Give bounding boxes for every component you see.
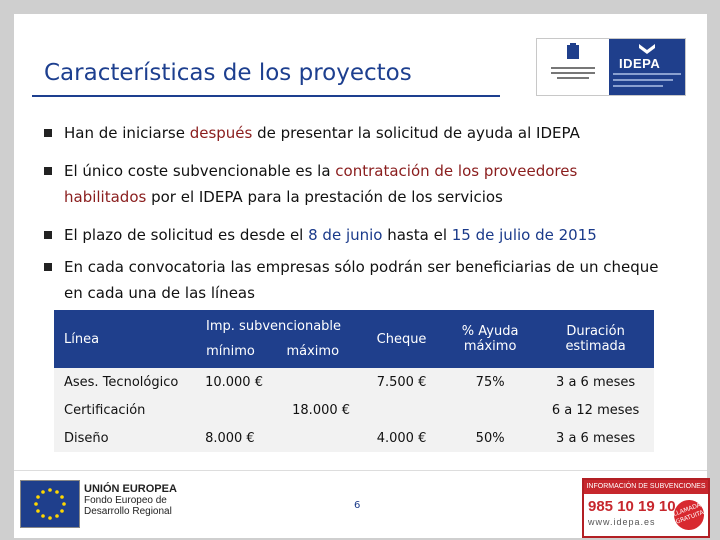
bullet-highlight: después: [189, 124, 253, 142]
idepa-wordmark: IDEPA: [619, 56, 661, 71]
cell-linea: Certificación: [54, 396, 187, 424]
cell-max: 18.000 €: [187, 396, 360, 424]
eu-line1: UNIÓN EUROPEA: [84, 483, 177, 495]
cell-ayuda: [443, 396, 537, 424]
slide-title: Características de los proyectos: [44, 60, 412, 86]
header-ayuda: % Ayuda máximo: [443, 310, 537, 368]
cell-cheque: 7.500 €: [360, 368, 443, 396]
bullet-marker-icon: [44, 167, 52, 175]
bullet-text: hasta el: [382, 226, 452, 244]
conditions-table: [54, 310, 654, 452]
bullet-marker-icon: [44, 129, 52, 137]
bullet-text: Han de iniciarse: [64, 124, 190, 142]
header-cheque: Cheque: [360, 310, 443, 368]
table-header-row: [54, 310, 654, 368]
cell-duracion: 6 a 12 meses: [537, 396, 654, 424]
eu-line2: Fondo Europeo de: [84, 495, 167, 506]
bullet-item: [44, 158, 664, 210]
cell-ayuda: 50%: [443, 424, 537, 452]
header-imp-label: Imp. subvencionable: [206, 319, 342, 334]
cell-min: 8.000 €: [187, 424, 360, 452]
page-number: 6: [354, 500, 361, 511]
eu-line3: Desarrollo Regional: [84, 506, 172, 517]
footer-divider: [14, 470, 707, 471]
bullet-highlight: 8 de junio: [308, 226, 383, 244]
table-row: [54, 396, 654, 424]
cell-cheque: [360, 396, 443, 424]
cell-cheque: 4.000 €: [360, 424, 443, 452]
cell-min: 10.000 €: [187, 368, 360, 396]
header-duracion: Duración estimada: [537, 310, 654, 368]
subsidy-info-banner: [582, 478, 710, 538]
eu-feder-logo: [20, 480, 188, 528]
bullet-marker-icon: [44, 231, 52, 239]
header-max: máximo: [286, 344, 340, 359]
header-min: mínimo: [206, 344, 255, 359]
eu-text: [84, 484, 177, 517]
header-logos: [536, 38, 686, 96]
promo-website: www.idepa.es: [588, 517, 656, 527]
cell-ayuda: 75%: [443, 368, 537, 396]
bullet-item: [44, 120, 664, 146]
promo-badge: LLAMADA GRATUITA: [670, 496, 708, 534]
idepa-tagline-line: [613, 79, 673, 81]
cell-duracion: 3 a 6 meses: [537, 424, 654, 452]
title-underline: [32, 95, 500, 97]
bullet-list: [44, 120, 664, 306]
idepa-tagline-line: [613, 73, 681, 75]
idepa-logo: [609, 39, 685, 95]
bullet-text: por el IDEPA para la prestación de los servicios: [146, 188, 503, 206]
bullet-text: de presentar la solicitud de ayuda al IDEPA: [252, 124, 580, 142]
government-crest-logo: [539, 41, 607, 93]
eu-flag-icon: [20, 480, 80, 528]
bullet-highlight: 15 de julio de 2015: [451, 226, 597, 244]
cell-linea: Diseño: [54, 424, 187, 452]
idepa-tagline-line: [613, 85, 663, 87]
bullet-highlight: contratación de los proveedores habilitados: [64, 162, 578, 206]
bullet-marker-icon: [44, 263, 52, 271]
cell-duracion: 3 a 6 meses: [537, 368, 654, 396]
promo-phone: 985 10 19 10: [588, 498, 676, 515]
idepa-symbol-icon: [637, 42, 657, 56]
table-row: [54, 424, 654, 452]
bullet-item: [44, 254, 664, 306]
bullet-text: El plazo de solicitud es desde el: [64, 226, 309, 244]
table-row: [54, 368, 654, 396]
promo-heading: INFORMACIÓN DE SUBVENCIONES: [584, 480, 708, 494]
bullet-text: En cada convocatoria las empresas sólo podrán ser beneficiarias de un cheque en cada una de las líneas: [64, 258, 659, 302]
header-linea: Línea: [54, 310, 187, 368]
header-imp-subvencionable: [187, 310, 360, 368]
bullet-text: El único coste subvencionable es la: [64, 162, 336, 180]
cell-linea: Ases. Tecnológico: [54, 368, 187, 396]
bullet-item: [44, 222, 664, 248]
